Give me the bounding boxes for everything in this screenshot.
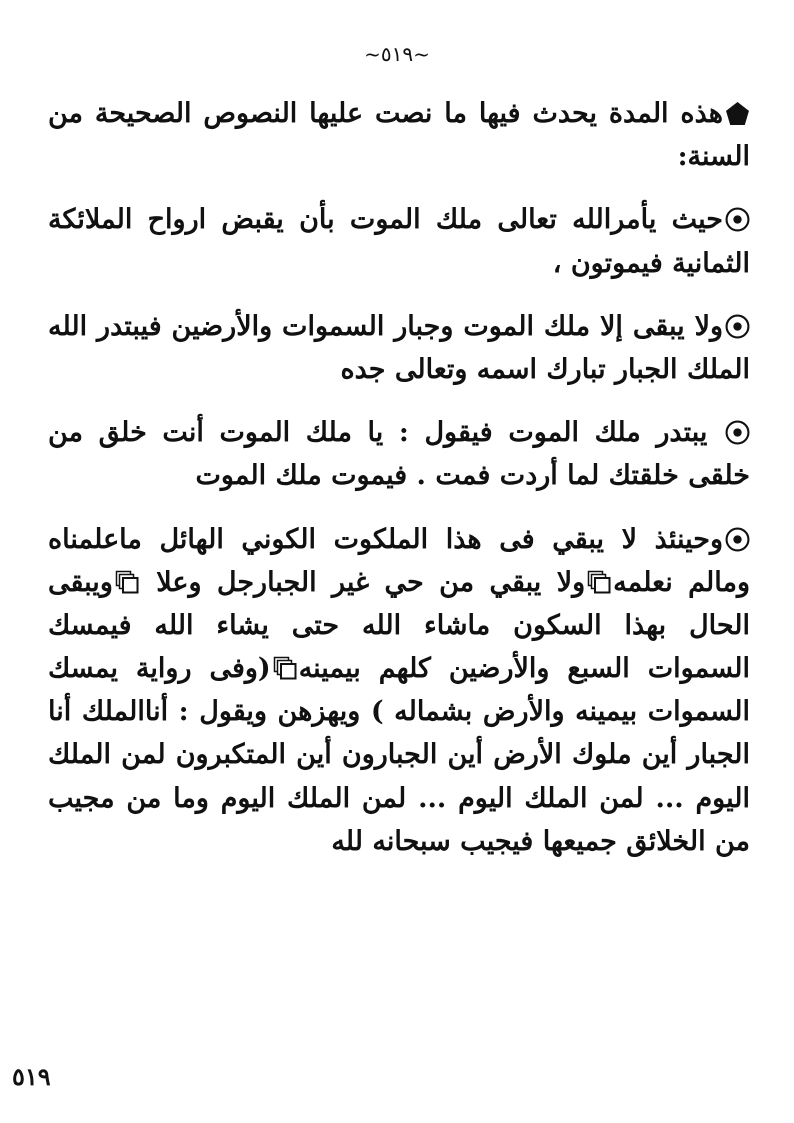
paragraph-text: ولا يبقى إلا ملك الموت وجبار السموات والأرضين فيبتدر الله الملك الجبار تبارك اسمه وتعالى جده (48, 310, 750, 385)
paragraph-item (48, 411, 750, 497)
paragraph-text: وحينئذ لا يبقي فى هذا الملكوت الكوني الهائل ماعلمناه ومالم نعلمه (48, 523, 751, 598)
stacked-squares-icon (115, 570, 139, 594)
body-text (48, 92, 750, 863)
page-number: ٥١٩ (12, 1062, 51, 1091)
circled-dot-icon (725, 420, 750, 445)
stacked-squares-icon (273, 656, 297, 680)
paragraph-item (48, 518, 750, 864)
stacked-squares-icon (587, 570, 611, 594)
paragraph-text: ولا يبقي من حي غير الجبارجل وعلا (140, 566, 586, 598)
paragraph-item (48, 198, 750, 284)
paragraph-text: (وفى رواية يمسك السموات بيمينه والأرض بشماله ) ويهزهن ويقول : أناالملك أنا الجبار أين ملوك الأرض أين الجبارون أين المتكبرون لمن الملك اليوم ... لمن الملك اليوم ... لمن الملك اليوم وما من مجيب من الخلائق جميعها فيجيب سبحانه لله (48, 653, 750, 857)
paragraph-text: يبتدر ملك الموت فيقول : يا ملك الموت أنت خلق من خلقى خلقتك لما أردت فمت . فيموت ملك الموت (48, 417, 750, 492)
paragraph-intro (48, 92, 750, 178)
circled-dot-icon (725, 207, 750, 232)
paragraph-text: حيث يأمرالله تعالى ملك الموت بأن يقبض ارواح الملائكة الثمانية فيموتون ، (48, 204, 750, 279)
paragraph-text: ويبقى الحال بهذا السكون ماشاء الله حتى يشاء الله فيمسك السموات السبع والأرضين كلهم بيمينه (48, 566, 751, 685)
paragraph-text: هذه المدة يحدث فيها ما نصت عليها النصوص الصحيحة من السنة: (48, 98, 750, 173)
page-header: ~٥١٩~ (364, 42, 430, 66)
circled-dot-icon (725, 527, 750, 552)
circled-dot-icon (725, 314, 750, 339)
paragraph-item (48, 305, 750, 391)
pentagon-bullet-icon (725, 101, 750, 126)
